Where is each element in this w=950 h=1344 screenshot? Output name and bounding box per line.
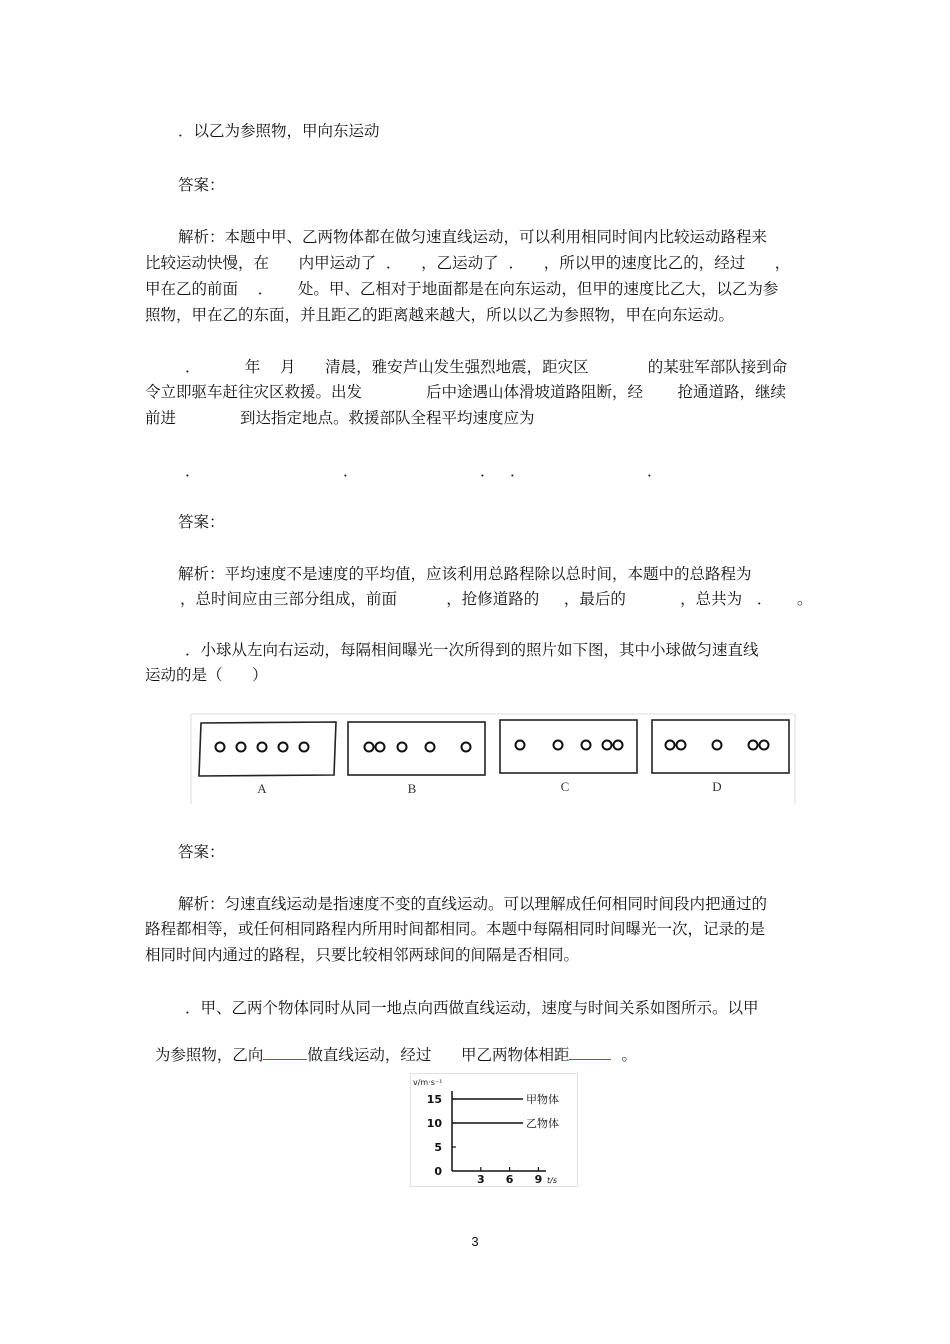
- graph-ytick-0: 0: [434, 1165, 442, 1178]
- graph-ytick-10: 10: [426, 1117, 442, 1130]
- question-4-text-a: 为参照物，乙向: [154, 1046, 264, 1064]
- analysis-1-line-4: 照物，甲在乙的东面，并且距乙的距离越来越大，所以以乙为参照物，甲在向东运动。: [145, 306, 735, 324]
- question-2-option-b: ．: [343, 462, 359, 480]
- graph-ytick-15: 15: [426, 1093, 442, 1106]
- analysis-3-line-1: 解析：匀速直线运动是指速度不变的直线运动。可以理解成任何相同时间段内把通过的: [178, 895, 768, 913]
- question-4-line-1: ．甲、乙两个物体同时从同一地点向西做直线运动，速度与时间关系如图所示。以甲: [185, 999, 759, 1017]
- graph-series-label-1: 甲物体: [526, 1093, 559, 1106]
- question-2-option-a: ．: [185, 462, 201, 480]
- question-4-line-2: [145, 1023, 637, 1065]
- question-4-text-b: 做直线运动，经过 甲乙两物体相距: [307, 1046, 570, 1064]
- answer-label-1: 答案：: [178, 176, 225, 194]
- question-2-option-c-decimal: ．: [510, 462, 526, 480]
- photo-frame-a: [199, 722, 336, 776]
- graph-xtick-3: 3: [476, 1173, 485, 1186]
- graph-xtick-6: 6: [505, 1173, 514, 1186]
- photo-label-d: D: [712, 779, 722, 794]
- photo-label-c: C: [560, 779, 570, 794]
- analysis-1-line-1: 解析：本题中甲、乙两物体都在做匀速直线运动，可以利用相同时间内比较运动路程来: [178, 228, 768, 246]
- page-number: 3: [471, 1234, 479, 1249]
- question-2-line-1: ． 年 月 清晨，雅安芦山发生强烈地震，距灾区 的某驻军部队接到命: [185, 358, 788, 376]
- graph-xlabel: t/s: [547, 1176, 557, 1185]
- analysis-2-line-2: ，总时间应由三部分组成，前面 ，抢修道路的 ，最后的 ，总共为 ． 。: [180, 590, 813, 608]
- photo-frame-c: [500, 720, 637, 773]
- question-2-line-3: 前进 到达指定地点。救援部队全程平均速度应为: [145, 409, 535, 427]
- analysis-1-line-2: 比较运动快慢，在 内甲运动了 ． ，乙运动了 ． ，所以甲的速度比乙的，经过 ，: [145, 254, 791, 272]
- answer-blank-distance: [569, 1043, 611, 1060]
- answer-label-2: 答案：: [178, 513, 225, 531]
- analysis-3-line-3: 相同时间内通过的路程，只要比较相邻两球间的间隔是否相同。: [145, 946, 580, 964]
- answer-blank-direction: [263, 1043, 307, 1060]
- photo-label-a: A: [257, 781, 267, 796]
- question-3-line-2: 运动的是（ ）: [145, 666, 268, 684]
- graph-xtick-9: 9: [534, 1173, 543, 1186]
- photo-frame-d: [652, 720, 789, 773]
- option-d-text: ．以乙为参照物，甲向东运动: [178, 122, 380, 140]
- graph-ytick-5: 5: [434, 1141, 442, 1154]
- ball-photos-figure: [190, 712, 796, 804]
- question-2-line-2: 令立即驱车赶往灾区救援。出发 后中途遇山体滑坡道路阻断，经 抢通道路，继续: [145, 383, 787, 401]
- analysis-3-line-2: 路程都相等，或任何相同路程内所用时间都相同。本题中每隔相同时间曝光一次，记录的是: [145, 920, 766, 938]
- question-3-line-1: ．小球从左向右运动，每隔相间曝光一次所得到的照片如下图，其中小球做匀速直线: [185, 641, 759, 659]
- analysis-1-line-3: 甲在乙的前面 ． 处。甲、乙相对于地面都是在向东运动，但甲的速度比乙大，以乙为参: [145, 280, 779, 298]
- photo-label-b: B: [407, 781, 417, 796]
- answer-label-3: 答案：: [178, 843, 225, 861]
- velocity-time-graph: [410, 1073, 578, 1187]
- graph-ylabel: v/m·s⁻¹: [413, 1078, 443, 1087]
- question-4-text-c: 。: [621, 1046, 637, 1064]
- photo-frame-b: [348, 722, 485, 775]
- question-2-option-d: ．: [647, 462, 663, 480]
- graph-series-label-2: 乙物体: [526, 1117, 559, 1130]
- question-2-option-c: ．: [480, 462, 496, 480]
- analysis-2-line-1: 解析：平均速度不是速度的平均值，应该利用总路程除以总时间，本题中的总路程为: [178, 565, 752, 583]
